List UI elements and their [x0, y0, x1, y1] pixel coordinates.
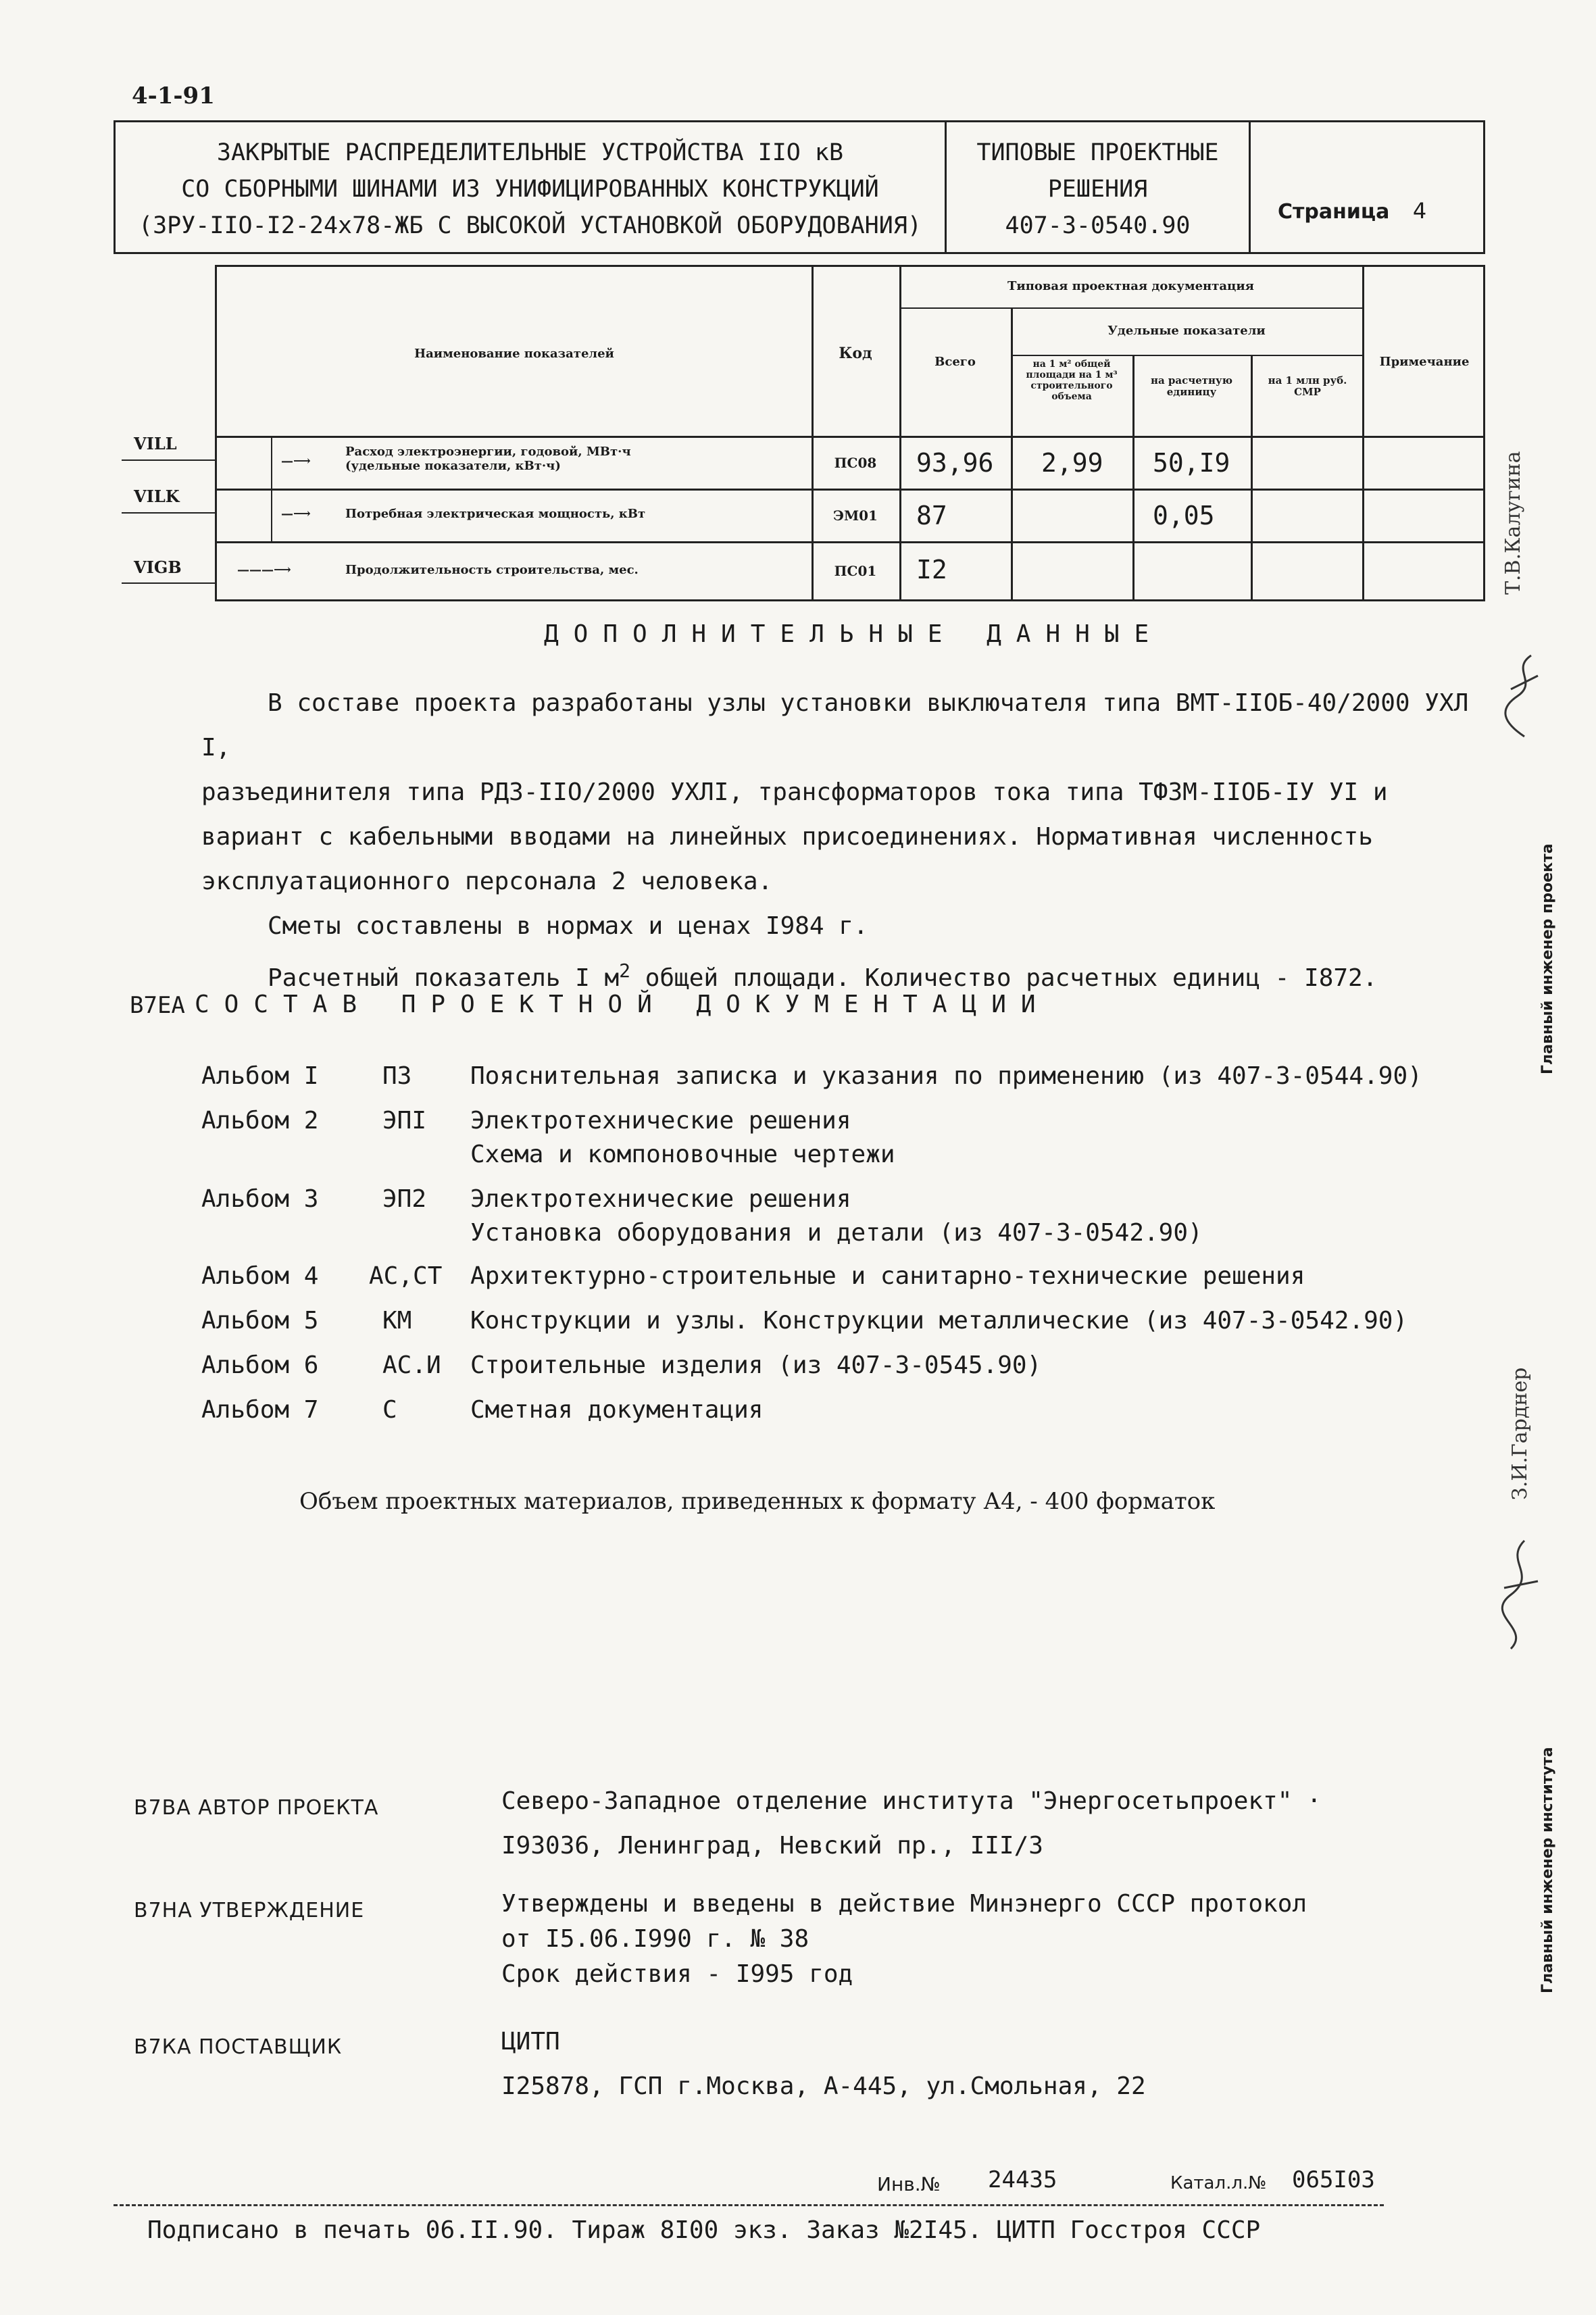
- col-header-group: Типовая проектная документация: [1007, 279, 1254, 293]
- album-desc: Конструкции и узлы. Конструкции металлические (из 407-3-0542.90): [470, 1307, 1408, 1335]
- album-mark: ЭП2: [382, 1185, 427, 1213]
- col-header-per-million: на 1 млн руб. СМР: [1268, 374, 1347, 398]
- author-line: Северо-Западное отделение института "Энергосетьпроект" ·: [501, 1787, 1322, 1815]
- estimate-line: Сметы составлены в нормах и ценах I984 г.: [268, 912, 868, 940]
- row-dash: —⟶: [281, 507, 311, 521]
- composition-heading: СОСТАВ ПРОЕКТНОЙ ДОКУМЕНТАЦИИ: [195, 991, 1051, 1018]
- table-grid-line: [217, 541, 1483, 543]
- row-label: VILK: [134, 487, 180, 506]
- row-label: VIGB: [134, 557, 182, 577]
- row-name-line: (удельные показатели, кВт·ч): [345, 459, 561, 473]
- album-desc: Пояснительная записка и указания по применению (из 407-3-0544.90): [470, 1062, 1422, 1090]
- header-page: [1251, 122, 1485, 252]
- chief-project-name: Т.В.Калугина: [1501, 451, 1525, 595]
- col-header-total: Всего: [934, 355, 976, 369]
- calc-line-a: Расчетный показатель I м: [268, 964, 620, 992]
- approval-label: В7НА УТВЕРЖДЕНИЕ: [134, 1899, 365, 1922]
- additional-heading: ДОПОЛНИТЕЛЬНЫЕ ДАННЫЕ: [544, 620, 1164, 648]
- row-total: 87: [916, 501, 947, 530]
- header-title-line: (ЗРУ-IIO-I2-24x78-ЖБ С ВЫСОКОЙ УСТАНОВКОЙ ОБОРУДОВАНИЯ): [139, 212, 922, 239]
- album-name: Альбом 5: [201, 1307, 319, 1335]
- calc-line-b: общей площади. Количество расчетных единиц - I872.: [630, 964, 1378, 992]
- supplier-info: [501, 2024, 1146, 2104]
- calc-sup: 2: [619, 960, 631, 982]
- additional-line: эксплуатационного персонала 2 человека.: [201, 868, 773, 895]
- header-doc-number: 407-3-0540.90: [1005, 212, 1191, 239]
- album-mark: ЭПI: [382, 1107, 427, 1135]
- table-grid-line: [217, 489, 1483, 491]
- composition-code: В7ЕА: [130, 992, 185, 1019]
- album-name: Альбом 6: [201, 1351, 319, 1379]
- print-footer: Подписано в печать 06.II.90. Тираж 8I00 экз. Заказ №2I45. ЦИТП Госстроя СССР: [147, 2216, 1261, 2244]
- table-grid-line: [812, 267, 814, 599]
- row-dash: —⟶: [281, 454, 311, 468]
- row-label-underline: [122, 459, 216, 461]
- inventory-value: 24435: [988, 2166, 1057, 2193]
- catalog-label: Катал.л.№: [1170, 2173, 1267, 2193]
- approval-info: [501, 1887, 1307, 1992]
- catalog-value: 065I03: [1292, 2166, 1375, 2193]
- indicator-table: [215, 265, 1485, 601]
- additional-line: разъединителя типа РДЗ-IIO/2000 УХЛI, трансформаторов тока типа ТФЗМ-IIOБ-IУ УI и: [201, 778, 1388, 806]
- album-mark: С: [382, 1396, 397, 1424]
- row-name: [345, 445, 805, 473]
- supplier-line: ЦИТП: [501, 2028, 560, 2056]
- table-grid-line: [1011, 355, 1362, 356]
- album-desc: Архитектурно-строительные и санитарно-технические решения: [470, 1262, 1305, 1290]
- album-desc: Схема и компоновочные чертежи: [470, 1141, 895, 1168]
- row-name: Потребная электрическая мощность, кВт: [345, 507, 646, 521]
- page-label: Страница: [1278, 200, 1390, 224]
- album-desc: Сметная документация: [470, 1396, 764, 1424]
- additional-line: В составе проекта разработаны узлы установки выключателя типа ВМТ-IIOБ-40/2000 УХЛ I,: [201, 689, 1469, 762]
- supplier-line: I25878, ГСП г.Москва, А-445, ул.Смольная, 22: [501, 2072, 1146, 2100]
- supplier-label: В7КА ПОСТАВЩИК: [134, 2035, 343, 2059]
- row-code: ЭМ01: [833, 507, 878, 524]
- album-mark: АС.И: [382, 1351, 441, 1379]
- table-grid-line: [1132, 355, 1134, 599]
- table-grid-line: [217, 436, 1483, 438]
- row-code: ПС08: [834, 455, 877, 471]
- additional-line: вариант с кабельными вводами на линейных присоединениях. Нормативная численность: [201, 823, 1373, 851]
- col-header-per-unit: на расчетную единицу: [1150, 374, 1233, 398]
- table-grid-line: [899, 307, 1362, 309]
- row-dash: ———⟶: [237, 563, 291, 577]
- author-info: [501, 1784, 1322, 1864]
- row-label: VILL: [134, 434, 177, 453]
- album-name: Альбом 4: [201, 1262, 319, 1290]
- header-type-line: ТИПОВЫЕ ПРОЕКТНЫЕ: [976, 139, 1219, 166]
- header-title-line: ЗАКРЫТЫЕ РАСПРЕДЕЛИТЕЛЬНЫЕ УСТРОЙСТВА IIO кВ: [216, 139, 844, 166]
- album-mark: ПЗ: [382, 1062, 412, 1090]
- col-header-code: Код: [839, 345, 872, 362]
- table-grid-line: [899, 267, 901, 599]
- additional-text: [201, 681, 1472, 1001]
- approval-line: от I5.06.I990 г. № 38: [501, 1925, 809, 1953]
- approval-line: Утверждены и введены в действие Минэнерго СССР протокол: [501, 1890, 1307, 1918]
- album-mark: АС,СТ: [369, 1262, 443, 1290]
- col-header-name: Наименование показателей: [414, 347, 614, 361]
- table-grid-line: [1011, 307, 1013, 599]
- footer-divider: [114, 2204, 1384, 2206]
- album-desc: Электротехнические решения: [470, 1107, 851, 1135]
- author-label: В7ВА АВТОР ПРОЕКТА: [134, 1796, 379, 1820]
- row-name-line: Расход электроэнергии, годовой, МВт·ч: [345, 445, 631, 459]
- row-code: ПС01: [834, 563, 877, 579]
- album-name: Альбом 7: [201, 1396, 319, 1424]
- album-desc: Электротехнические решения: [470, 1185, 851, 1213]
- signature-project: [1484, 649, 1551, 743]
- chief-institute-title: Главный инженер института: [1539, 1747, 1556, 1993]
- chief-institute-name: З.И.Гарднер: [1508, 1367, 1532, 1500]
- row-per-unit: 50,I9: [1153, 448, 1230, 478]
- album-mark: КМ: [382, 1307, 412, 1335]
- row-name: Продолжительность строительства, мес.: [345, 563, 639, 577]
- row-total: 93,96: [916, 448, 994, 478]
- album-name: Альбом 3: [201, 1185, 319, 1213]
- header-title: [116, 122, 947, 252]
- col-header-note: Примечание: [1379, 355, 1470, 369]
- album-name: Альбом I: [201, 1062, 319, 1090]
- corner-mark: 4-1-91: [132, 82, 215, 109]
- chief-project-title: Главный инженер проекта: [1539, 843, 1556, 1074]
- row-per-area: 2,99: [1041, 448, 1103, 478]
- volume-note: Объем проектных материалов, приведенных к формату А4, - 400 форматок: [299, 1488, 1216, 1515]
- album-desc: Строительные изделия (из 407-3-0545.90): [470, 1351, 1042, 1379]
- row-label-underline: [122, 582, 216, 584]
- row-total: I2: [916, 555, 947, 584]
- row-per-unit: 0,05: [1153, 501, 1215, 530]
- col-header-per-area: на 1 м² общей площади на 1 м³ строительного объема: [1026, 359, 1118, 402]
- header-type-line: РЕШЕНИЯ: [1047, 176, 1148, 203]
- table-grid-line: [1251, 355, 1253, 599]
- row-label-underline: [122, 512, 216, 514]
- header-title-line: СО СБОРНЫМИ ШИНАМИ ИЗ УНИФИЦИРОВАННЫХ КОНСТРУКЦИЙ: [181, 176, 879, 203]
- album-name: Альбом 2: [201, 1107, 319, 1135]
- col-header-specific: Удельные показатели: [1107, 324, 1266, 338]
- table-grid-line: [1362, 267, 1364, 599]
- header-block: [114, 120, 1485, 254]
- header-doc-type: [947, 122, 1251, 252]
- signature-institute: [1484, 1534, 1551, 1656]
- author-line: I93036, Ленинград, Невский пр., III/3: [501, 1832, 1043, 1860]
- approval-line: Срок действия - I995 год: [501, 1960, 853, 1988]
- inventory-label: Инв.№: [877, 2173, 941, 2195]
- album-desc: Установка оборудования и детали (из 407-3-0542.90): [470, 1219, 1203, 1247]
- page-number: 4: [1412, 198, 1427, 224]
